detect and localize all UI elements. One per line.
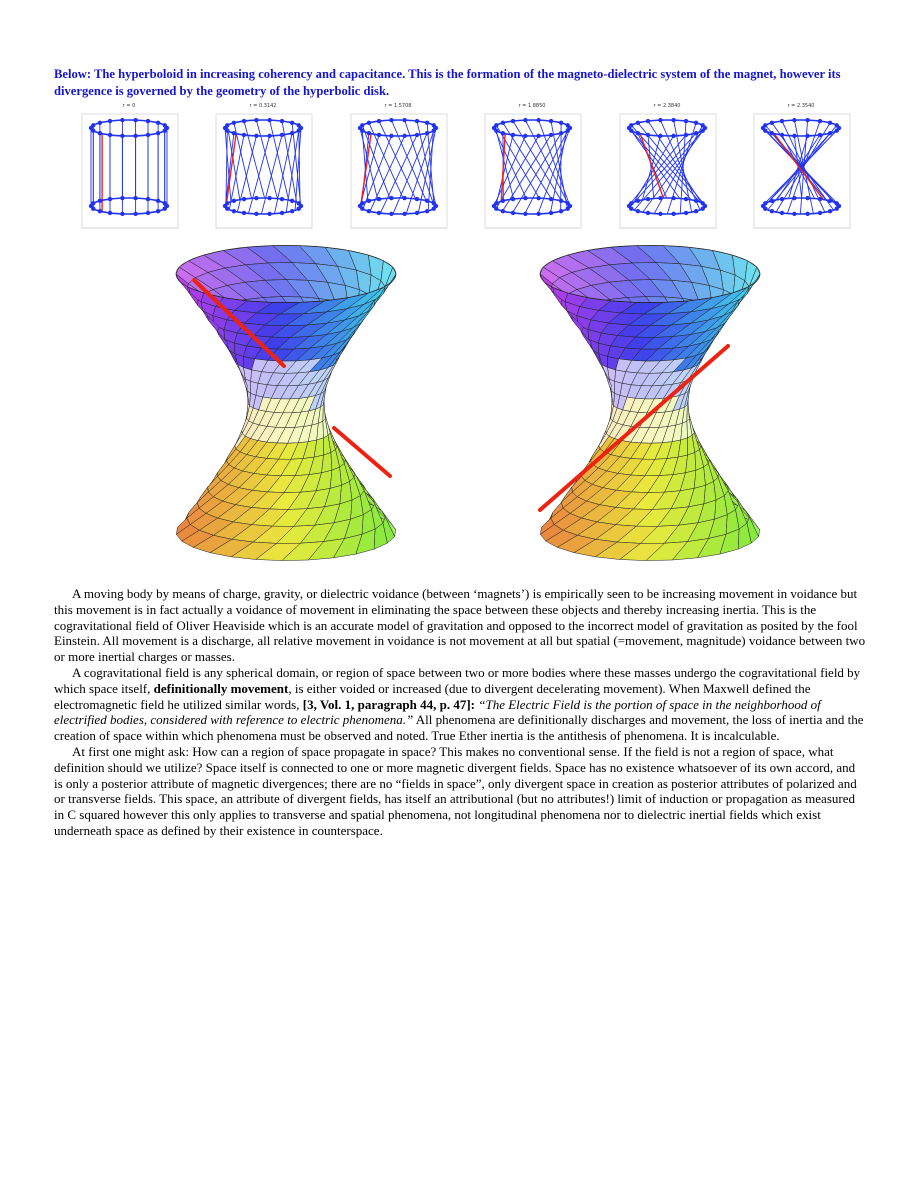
panel-label: r = 1.5708	[384, 103, 412, 109]
ruling-line	[275, 133, 293, 213]
ruling-line	[244, 121, 265, 198]
hyperboloid-panel	[608, 100, 726, 232]
body-text	[54, 586, 866, 839]
hyperboloid-surface-right	[532, 244, 768, 562]
hyperboloid-sequence-strip	[70, 100, 860, 232]
hyperboloid-panel	[339, 100, 457, 232]
ruling-line	[513, 133, 562, 213]
ruling-line	[230, 135, 245, 210]
ruling-line	[631, 131, 679, 199]
panel-label: r = 0.3142	[249, 103, 277, 109]
citation: [3, Vol. 1, paragraph 44, p. 47]:	[302, 696, 476, 712]
hyperboloid-panel	[473, 100, 591, 232]
panel-label: r = 2.3540	[787, 103, 815, 109]
red-ruling	[640, 134, 663, 198]
ruling-line	[249, 136, 270, 214]
hyperboloid-panel	[204, 100, 322, 232]
ruling-line	[494, 128, 526, 198]
hyperboloid-panel	[742, 100, 860, 232]
ruling-line	[538, 128, 570, 214]
paragraph-2: A cogravitational field is any spherical domain, or region of space between two or more bodies where these masses undergo the cogravitational field by which space itself, definitionally movement, is either voided or increased (due to divergent decelerating movement). When Maxwell defined the electromagnetic field he utilized similar words, [3, Vol. 1, paragraph 44, p. 47]: “The Electric Field is the portion of space in the neighborhood of electrified bodies, considered with reference to electric phenomena.” All phenomena are definitionally discharges and movement, the loss of inertia and the creation of space within which phenomena must be observed and noted. True Ether inertia is the antithesis of phenomena. It is incalculable.	[54, 664, 864, 744]
ruling-line	[262, 135, 283, 214]
maxwell-quote: “The Electric Field is the portion of space in the neighborhood of electrified bodies, considered with reference to electric phenomena.”	[54, 696, 821, 728]
panel-label: r = 0	[122, 103, 136, 109]
hyperboloid-panel	[70, 100, 188, 232]
panel-label: r = 2.3840	[653, 103, 681, 109]
panel-label: r = 1.8850	[518, 103, 546, 109]
figure-caption: Below: The hyperboloid in increasing coherency and capacitance. This is the formation of the magneto-dielectric system of the magnet, however its divergence is governed by the geometry of the hyperbolic disk.	[54, 67, 841, 98]
paragraph-3: At first one might ask: How can a region of space propagate in space? This makes no conventional sense. If the field is not a region of space, what definition should we utilize? Space itself is connected to one or more magnetic divergent fields. Space has no existence whatsoever of its own accord, and is only a posterior attribute of magnetic divergences; there are no “fields in space”, only divergent space in creation as posterior attributes of polarized and or transverse fields. This space, an attribute of divergent fields, has itself an attributional (but no attributes!) limit of induction or propagation as measured in C squared however this only applies to transverse and spatial phenomena, not longitudinal phenomena nor to dielectric inertial fields which exist underneath space as defined by their existence in counterspace.	[54, 743, 857, 838]
paragraph-1: A moving body by means of charge, gravity, or dielectric voidance (between ‘magnets’) is empirically seen to be increasing movement in voidance but this movement is in fact actually a voidance of movement in eliminating the space between these objects and thereby increasing inertia. This is the cogravitational field of Oliver Heaviside which is an accurate model of gravitation and opposed to the incorrect model of gravitation as posited by the fool Einstein. All movement is a discharge, all relative movement in voidance is not movement at all but spatial (=movement, magnitude) voidance between two or more inertial charges or masses.	[54, 586, 866, 665]
ruling-line	[257, 120, 278, 198]
hyperboloid-surface-left	[168, 244, 404, 562]
bold-term: definitionally movement	[153, 680, 289, 696]
ruling-line	[238, 136, 257, 212]
